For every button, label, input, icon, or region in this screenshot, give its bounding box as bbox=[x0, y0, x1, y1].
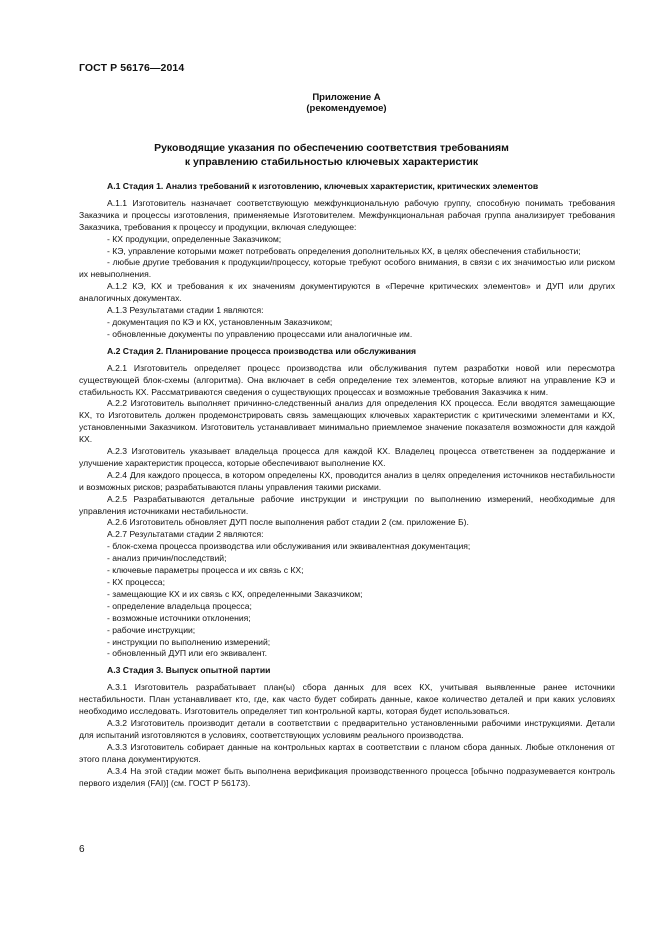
list-item: - анализ причин/последствий; bbox=[107, 553, 227, 564]
section-heading-a1: А.1 Стадия 1. Анализ требований к изготовлению, ключевых характеристик, критических элементов bbox=[107, 181, 539, 191]
standard-header: ГОСТ Р 56176—2014 bbox=[79, 62, 185, 74]
list-item: - КЭ, управление которыми может потребовать определения дополнительных КХ, в целях обеспечения стабильности; bbox=[107, 245, 581, 256]
list-item: - рабочие инструкции; bbox=[107, 624, 196, 635]
list-item: - любые другие требования к продукции/процессу, которые требуют особого внимания, в связи с их значимостью или риском их невыполнения. bbox=[79, 257, 615, 280]
paragraph: А.1.3 Результатами стадии 1 являются: bbox=[107, 305, 264, 316]
paragraph: А.1.2 КЭ, КХ и требования к их значениям документируются в «Перечне критических элементов» и ДУП или других аналогичных документах. bbox=[79, 281, 615, 304]
list-item: - инструкции по выполнению измерений; bbox=[107, 636, 271, 647]
list-item: - КХ продукции, определенные Заказчиком; bbox=[107, 233, 282, 244]
paragraph: А.2.1 Изготовитель определяет процесс производства или обслуживания путем разработки новой или пересмотра существующей блок-схемы (алгоритма). Она включает в себя определение тех элементов, которые влияют на управление КЭ и стабильность КХ. Рассматриваются сведения о существующих процессах и возможные требования Заказчика к ним. bbox=[79, 362, 615, 397]
paragraph: А.2.6 Изготовитель обновляет ДУП после выполнения работ стадии 2 (см. приложение Б). bbox=[107, 517, 469, 528]
list-item: - замещающие КХ и их связь с КХ, определенными Заказчиком; bbox=[107, 588, 363, 599]
paragraph: А.2.3 Изготовитель указывает владельца процесса для каждой КХ. Владелец процесса ответственен за поддержание и улучшение характеристик процесса, которые обеспечивают выполнение КХ. bbox=[79, 446, 615, 468]
paragraph: А.2.7 Результатами стадии 2 являются: bbox=[107, 529, 264, 540]
paragraph: А.2.4 Для каждого процесса, в котором определены КХ, проводится анализ в целях определения источников нестабильности и возможных рисков; разрабатываются планы управления такими рисками. bbox=[79, 469, 615, 492]
paragraph: А.3.4 На этой стадии может быть выполнена верификация производственного процесса [обычно подразумевается контроль первого изделия (FAI)] (см. ГОСТ Р 56173). bbox=[79, 765, 615, 788]
document-body bbox=[79, 181, 615, 789]
section-heading-a2: А.2 Стадия 2. Планирование процесса производства или обслуживания bbox=[107, 345, 416, 356]
list-item: - блок-схема процесса производства или обслуживания или эквивалентная документация; bbox=[107, 541, 471, 552]
title-line-1: Руководящие указания по обеспечению соответствия требованиям bbox=[154, 142, 509, 154]
appendix-block bbox=[0, 92, 661, 114]
paragraph: А.3.3 Изготовитель собирает данные на контрольных картах в соответствии с планом сбора данных. Любые отклонения от этого плана документируются. bbox=[79, 741, 615, 764]
document-title bbox=[79, 141, 584, 169]
list-item: - обновленные документы по управлению процессами или аналогичные им. bbox=[107, 328, 413, 339]
section-heading-a3: А.3 Стадия 3. Выпуск опытной партии bbox=[107, 665, 271, 676]
paragraph: А.3.1 Изготовитель разрабатывает план(ы) сбора данных для всех КХ, учитывая выявленные ранее источники нестабильности. План устанавливает кто, где, как часто будет собирать данные, какое количество деталей и при каких условиях необходимо исследовать. Изготовитель определяет тип контрольной карты, которая будет использоваться. bbox=[79, 682, 615, 717]
appendix-label: Приложение А bbox=[312, 92, 381, 103]
appendix-status: (рекомендуемое) bbox=[306, 103, 387, 114]
title-line-2: к управлению стабильностью ключевых характеристик bbox=[184, 156, 479, 168]
paragraph: А.2.5 Разрабатываются детальные рабочие инструкции и инструкции по выполнению измерений, необходимые для управления источниками нестабильности. bbox=[79, 493, 615, 516]
list-item: - ключевые параметры процесса и их связь с КХ; bbox=[107, 565, 304, 576]
paragraph: А.2.2 Изготовитель выполняет причинно-следственный анализ для определения КХ процесса. Если вводятся замещающие КХ, то Изготовитель должен продемонстрировать связь замещающих ключевых характеристик с критическими элементами и КХ, установленными Заказчиком. Изготовитель устанавливает минимально приемлемое значение показателя возможности для каждой КХ. bbox=[79, 398, 615, 445]
list-item: - КХ процесса; bbox=[107, 577, 165, 587]
list-item: - определение владельца процесса; bbox=[107, 600, 252, 611]
list-item: - возможные источники отклонения; bbox=[107, 612, 251, 623]
page-number: 6 bbox=[79, 844, 85, 855]
paragraph: А.3.2 Изготовитель производит детали в соответствии с предварительно установленными рабочими инструкциями. Детали для испытаний изготовляются в условиях, соответствующих условиям реального производства. bbox=[79, 717, 615, 740]
list-item: - обновленный ДУП или его эквивалент. bbox=[107, 648, 267, 659]
list-item: - документация по КЭ и КХ, установленным Заказчиком; bbox=[107, 316, 333, 327]
paragraph: А.1.1 Изготовитель назначает соответствующую межфункциональную рабочую группу, способную понимать требования Заказчика и процессы изготовления, применяемые Изготовителем. Межфункциональная рабочая группа анализирует требования Заказчика, требования к процессу и продукции, включая следующее: bbox=[79, 197, 615, 232]
